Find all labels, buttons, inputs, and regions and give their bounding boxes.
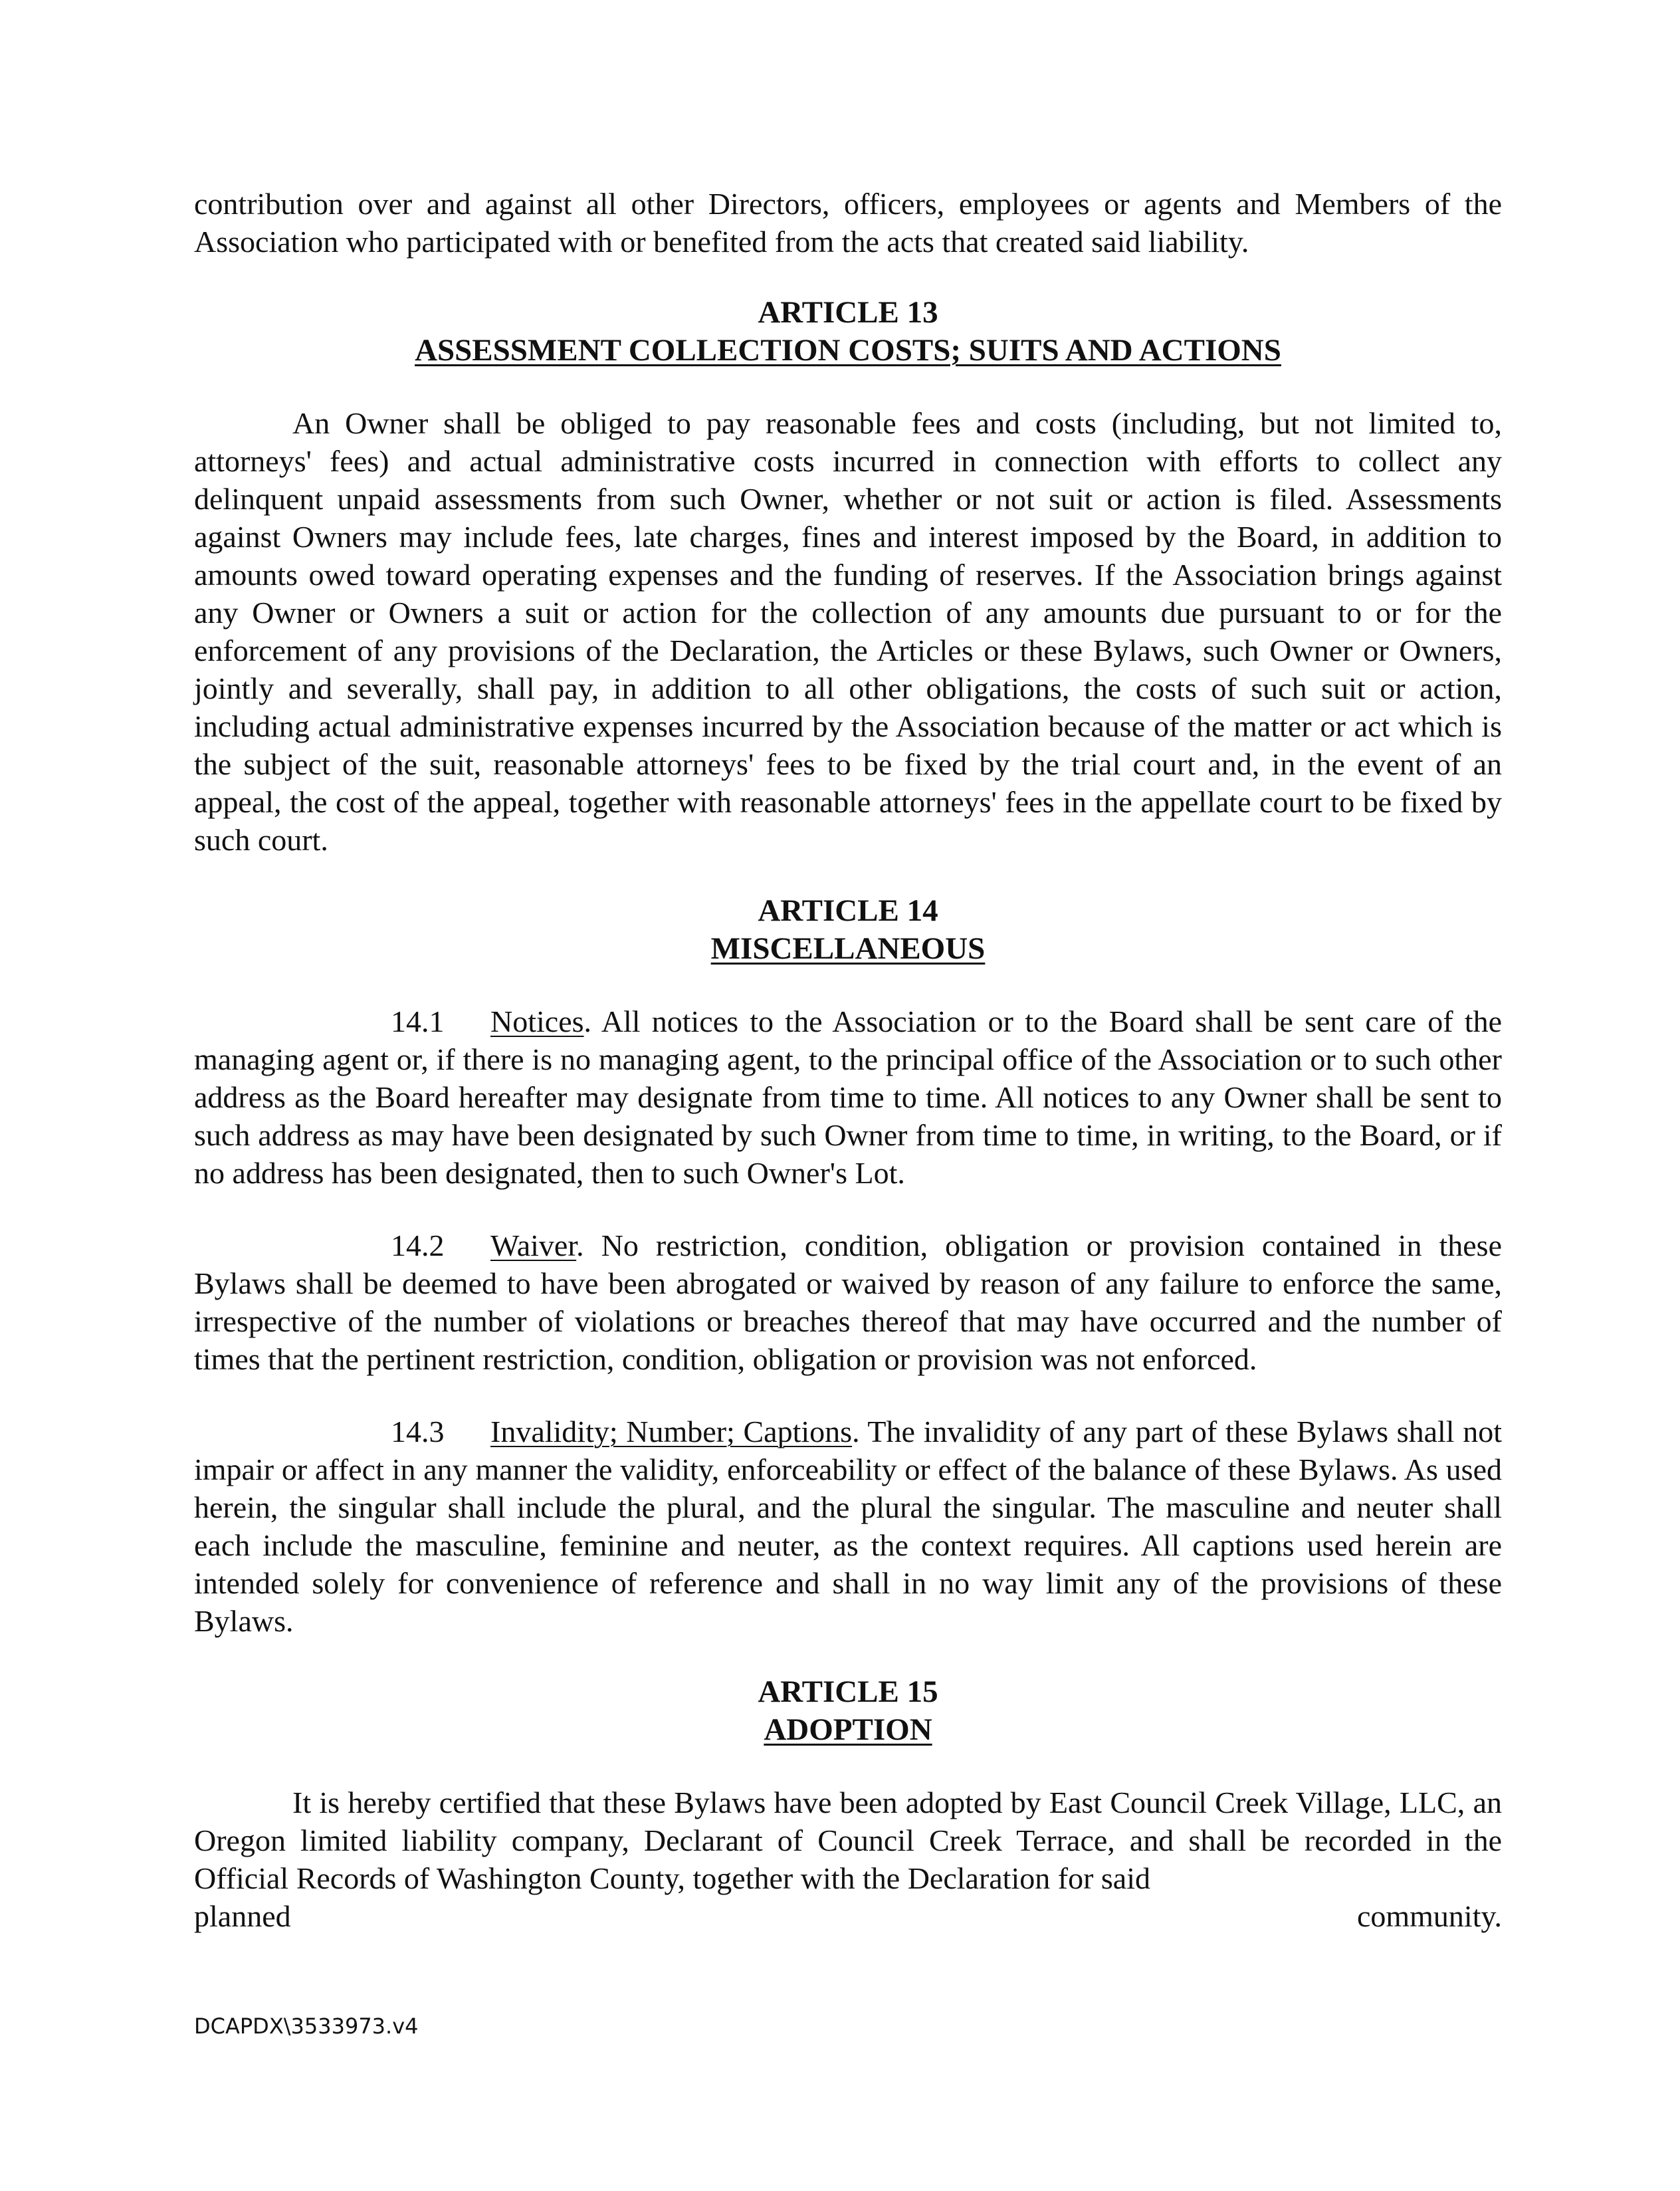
- article-15-last-left: planned: [194, 1899, 291, 1933]
- article-14-number: ARTICLE 14: [758, 893, 938, 928]
- article-14-title-text: MISCELLANEOUS: [710, 931, 986, 966]
- document-footer-id: DCAPDX\3533973.v4: [194, 2014, 419, 2039]
- section-14-3: [194, 1413, 1502, 1640]
- article-15-last-right: community.: [1356, 1899, 1502, 1933]
- article-13-title-text: ASSESSMENT COLLECTION COSTS; SUITS AND ACTIONS: [415, 333, 1281, 368]
- section-14-1-number: 14.1: [391, 1004, 445, 1038]
- section-14-3-text: . The invalidity of any part of these Bylaws shall not impair or affect in any manner the validity, enforceability or effect of the balance of these Bylaws. As used herein, the singular shall include the plural, and the plural the singular. The masculine and neuter shall each include the masculine, feminine and neuter, as the context requires. All captions used herein are intended solely for convenience of reference and shall in no way limit any of the provisions of these Bylaws.: [194, 1415, 1503, 1638]
- document-body: [194, 185, 1502, 1935]
- section-14-1-text: . All notices to the Association or to the Board shall be sent care of the managing agent or, if there is no managing agent, to the principal office of the Association or to such other address as the Board hereafter may designate from time to time. All notices to any Owner shall be sent to such address as may have been designated by such Owner from time to time, in writing, to the Board, or if no address has been designated, then to such Owner's Lot.: [194, 1004, 1502, 1190]
- article-14-title: [194, 930, 1502, 968]
- section-14-3-heading: Invalidity; Number; Captions: [490, 1415, 853, 1448]
- opening-paragraph: contribution over and against all other Directors, officers, employees or agents and Members of the Association who participated with or benefited from the acts that created said liability.: [194, 187, 1502, 259]
- article-15-number: ARTICLE 15: [758, 1674, 938, 1709]
- article-13-number: ARTICLE 13: [758, 295, 938, 330]
- article-13-body: An Owner shall be obliged to pay reasonable fees and costs (including, but not limited to, attorneys' fees) and actual administrative costs incurred in connection with efforts to collect any delinquent unpaid assessments from such Owner, whether or not suit or action is filed. Assessments against Owners may include fees, late charges, fines and interest imposed by the Board, in addition to amounts owed toward operating expenses and the funding of reserves. If the Association brings against any Owner or Owners a suit or action for the collection of any amounts due pursuant to or for the enforcement of any provisions of the Declaration, the Articles or these Bylaws, such Owner or Owners, jointly and severally, shall pay, in addition to all other obligations, the costs of such suit or action, including actual administrative expenses incurred by the Association because of the matter or act which is the subject of the suit, reasonable attorneys' fees to be fixed by the trial court and, in the event of an appeal, the cost of the appeal, together with reasonable attorneys' fees in the appellate court to be fixed by such court.: [194, 406, 1502, 857]
- article-15-title-text: ADOPTION: [764, 1712, 932, 1747]
- section-14-1-heading: Notices: [490, 1004, 584, 1038]
- section-14-2-text: . No restriction, condition, obligation or provision contained in these Bylaws shall be deemed to have been abrogated or waived by reason of any failure to enforce the same, irrespective of the number of violations or breaches thereof that may have occurred and the number of times that the pertinent restriction, condition, obligation or provision was not enforced.: [194, 1228, 1502, 1376]
- article-15-body-last-line: [194, 1897, 1502, 1935]
- section-14-1: [194, 1002, 1502, 1192]
- article-13-title: [194, 332, 1502, 370]
- section-14-2-number: 14.2: [391, 1228, 445, 1262]
- section-14-2-heading: Waiver: [490, 1228, 577, 1262]
- section-14-2: [194, 1226, 1502, 1378]
- article-15-title: [194, 1711, 1502, 1749]
- article-15-body: It is hereby certified that these Bylaws have been adopted by East Council Creek Village, LLC, an Oregon limited liability company, Declarant of Council Creek Terrace, and shall be recorded in the Official Records of Washington County, together with the Declaration for said: [194, 1786, 1502, 1895]
- section-14-3-number: 14.3: [391, 1415, 445, 1448]
